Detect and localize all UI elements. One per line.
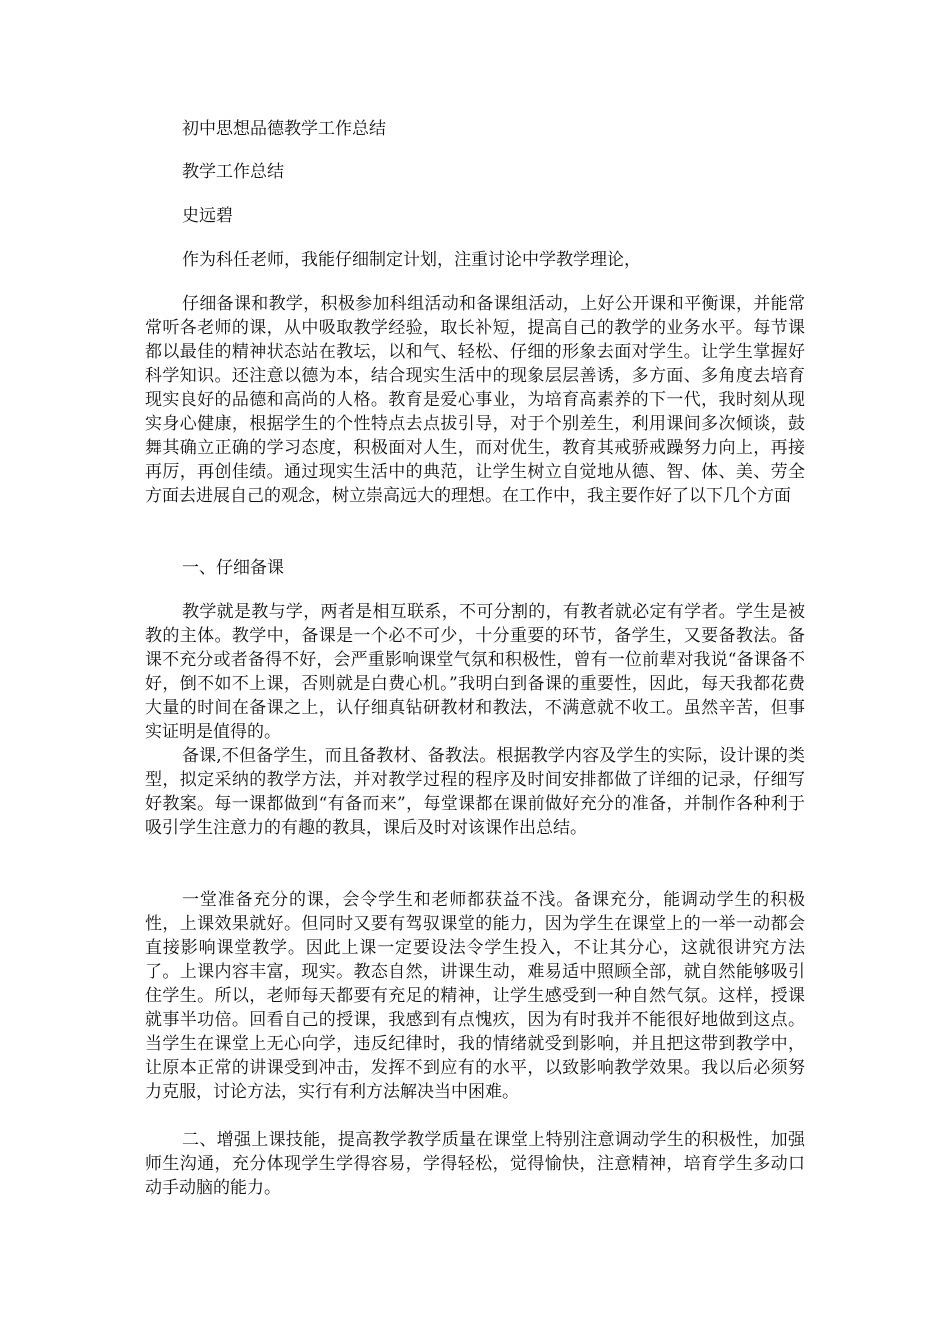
paragraph-intro: 作为科任老师，我能仔细制定计划，注重讨论中学教学理论， (182, 250, 641, 270)
document-subtitle: 教学工作总结 (182, 162, 284, 182)
document-title: 初中思想品德教学工作总结 (182, 119, 386, 139)
paragraph-class-effect: 一堂准备充分的课，会令学生和老师都获益不浅。备课充分，能调动学生的积极性，上课效果就好。但同时又要有驾驭课堂的能力，因为学生在课堂上的一举一动都会直接影响课堂教学。因此上课一定要设法令学生投入，不让其分心，这就很讲究方法了。上课内容丰富，现实。教态自然，讲课生动，难易适中照顾全部，就自然能够吸引住学生。所以，老师每天都要有充足的精神，让学生感受到一种自然气氛。这样，授课就事半功倍。回看自己的授课，我感到有点愧疚，因为有时我并不能很好地做到这点。当学生在课堂上无心向学，违反纪律时，我的情绪就受到影响，并且把这带到教学中，让原本正常的讲课受到冲击，发挥不到应有的水平，以致影响教学效果。我以后必须努力克服，讨论方法，实行有利方法解决当中困难。 (145, 890, 805, 1102)
paragraph-prepare-importance: 教学就是教与学，两者是相互联系，不可分割的，有教者就必定有学者。学生是被教的主体。教学中，备课是一个必不可少，十分重要的环节，备学生，又要备教法。备课不充分或者备得不好，会严重影响课堂气氛和积极性，曾有一位前辈对我说“备课备不好，倒不如不上课，否则就是白费心机。”我明白到备课的重要性，因此，每天我都花费大量的时间在备课之上，认仔细真钻研教材和教法，不满意就不收工。虽然辛苦，但事实证明是值得的。 (145, 602, 805, 742)
section-heading-skills: 二、增强上课技能，提高教学教学质量在课堂上特别注意调动学生的积极性，加强师生沟通，充分体现学生学得容易，学得轻松，觉得愉快，注意精神，培育学生多动口动手动脑的能力。 (145, 1130, 805, 1198)
paragraph-teaching-overview: 仔细备课和教学，积极参加科组活动和备课组活动，上好公开课和平衡课，并能常常听各老师的课，从中吸取教学经验，取长补短，提高自己的教学的业务水平。每节课都以最佳的精神状态站在教坛，以和气、轻松、仔细的形象去面对学生。让学生掌握好科学知识。还注意以德为本，结合现实生活中的现象层层善诱，多方面、多角度去培育现实良好的品德和高尚的人格。教育是爱心事业，为培育高素养的下一代，我时刻从现实身心健康，根据学生的个性特点去点拔引导，对于个别差生，利用课间多次倾谈，鼓舞其确立正确的学习态度，积极面对人生，而对优生，教育其戒骄戒躁努力向上，再接再厉，再创佳绩。通过现实生活中的典范，让学生树立自觉地从德、智、体、美、劳全方面去进展自己的观念，树立崇高远大的理想。在工作中，我主要作好了以下几个方面 (145, 294, 805, 506)
paragraph-prepare-method: 备课,不但备学生，而且备教材、备教法。根据教学内容及学生的实际，设计课的类型，拟定采纳的教学方法，并对教学过程的程序及时间安排都做了详细的记录，仔细写好教案。每一课都做到“有备而来”，每堂课都在课前做好充分的准备，并制作各种利于吸引学生注意力的有趣的教具，课后及时对该课作出总结。 (145, 746, 805, 838)
section-heading-prepare: 一、仔细备课 (182, 558, 284, 578)
author-name: 史远碧 (182, 206, 233, 226)
